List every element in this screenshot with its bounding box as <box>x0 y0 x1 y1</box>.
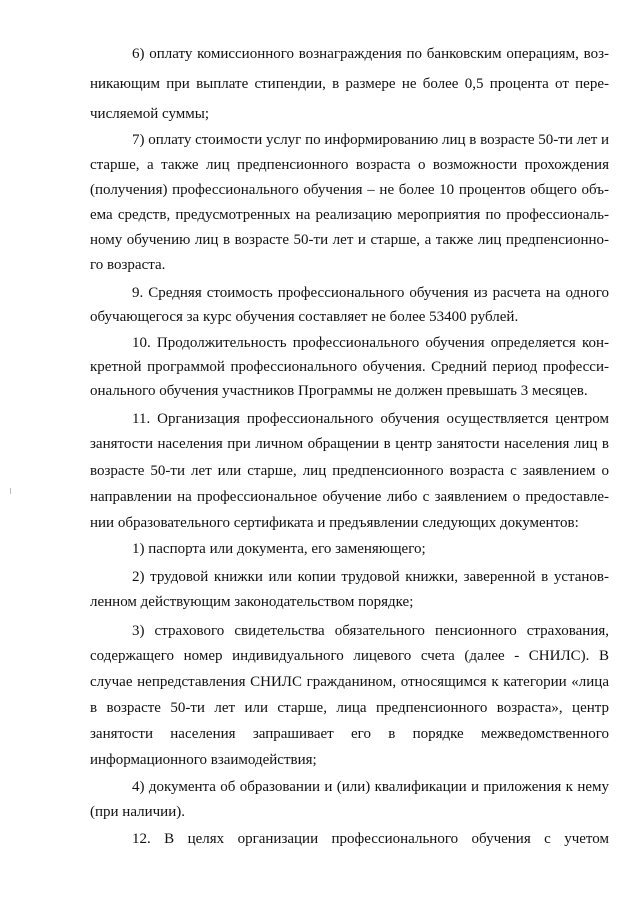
text-line: старше, а также лиц предпенсионного возраста о возможности прохождения <box>90 157 609 173</box>
text-line: 6) оплату комиссионного вознаграждения по банковским операциям, воз- <box>132 46 609 62</box>
text-line: случае непредставления СНИЛС гражданином, относящимся к категории «лица <box>90 674 609 690</box>
text-line: 11. Организация профессионального обучения осуществляется центром <box>132 411 609 427</box>
text-line: 1) паспорта или документа, его заменяющего; <box>132 541 426 557</box>
text-line: онального обучения участников Программы не должен превышать 3 месяцев. <box>90 383 588 399</box>
text-line: 7) оплату стоимости услуг по информированию лиц в возрасте 50-ти лет и <box>132 132 609 148</box>
text-line: 10. Продолжительность профессионального обучения определяется кон- <box>132 335 609 351</box>
text-line: в возрасте 50-ти лет или старше, лица предпенсионного возраста», центр <box>90 700 609 716</box>
text-line: информационного взаимодействия; <box>90 752 317 768</box>
text-line: кретной программой профессионального обучения. Средний период професси- <box>90 359 609 375</box>
text-line: (получения) профессионального обучения – не более 10 процентов общего объ- <box>90 182 609 198</box>
text-line: никающим при выплате стипендии, в размере не более 0,5 процента от пере- <box>90 76 609 92</box>
text-line: нии образовательного сертификата и предъявлении следующих документов: <box>90 515 579 531</box>
text-line: занятости населения запрашивает его в порядке межведомственного <box>90 726 609 742</box>
text-line: ному обучению лиц в возрасте 50-ти лет и старше, а также лиц предпенсионно- <box>90 232 609 248</box>
text-line: возрасте 50-ти лет или старше, лиц предпенсионного возраста с заявлением о <box>90 463 609 479</box>
text-line: занятости населения при личном обращении в центр занятости населения лиц в <box>90 436 609 452</box>
text-line: ленном действующим законодательством порядке; <box>90 594 414 610</box>
text-line: 2) трудовой книжки или копии трудовой книжки, заверенной в установ- <box>132 569 609 585</box>
text-line: содержащего номер индивидуального лицевого счета (далее - СНИЛС). В <box>90 648 609 664</box>
text-line: 9. Средняя стоимость профессионального обучения из расчета на одного <box>132 285 609 301</box>
text-line: направлении на профессиональное обучение либо с заявлением о предоставле- <box>90 489 609 505</box>
text-line: ема средств, предусмотренных на реализацию мероприятия по профессиональ- <box>90 207 609 223</box>
scan-mark <box>10 488 11 494</box>
text-line: (при наличии). <box>90 804 185 820</box>
text-line: 4) документа об образовании и (или) квалификации и приложения к нему <box>132 779 609 795</box>
text-line: 3) страхового свидетельства обязательного пенсионного страхования, <box>132 623 609 639</box>
text-line: го возраста. <box>90 257 166 273</box>
text-line: числяемой суммы; <box>90 106 210 122</box>
text-line: 12. В целях организации профессионального обучения с учетом <box>132 831 609 847</box>
text-line: обучающегося за курс обучения составляет не более 53400 рублей. <box>90 309 519 325</box>
